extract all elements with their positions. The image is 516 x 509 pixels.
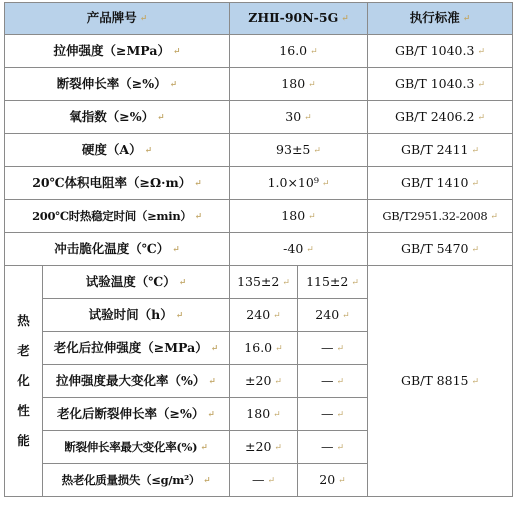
aging-row-label: 试验时间（h） ↵ <box>43 299 230 332</box>
row-value: 93±5 ↵ <box>230 134 368 167</box>
table-row <box>5 101 513 134</box>
table-row <box>5 68 513 101</box>
aging-row-label: 热老化质量损失（≤g/m²） ↵ <box>43 464 230 497</box>
aging-row-label: 断裂伸长率最大变化率(%) ↵ <box>43 431 230 464</box>
row-standard: GB/T 1410 ↵ <box>368 167 513 200</box>
aging-value-1: 240 ↵ <box>230 299 298 332</box>
aging-row-label: 老化后断裂伸长率（≥%） ↵ <box>43 398 230 431</box>
row-value: 180 ↵ <box>230 200 368 233</box>
aging-value-2: 115±2 ↵ <box>298 266 368 299</box>
row-label: 断裂伸长率（≥%） ↵ <box>5 68 230 101</box>
header-grade: ZHⅡ-90N-5G ↵ <box>230 3 368 35</box>
aging-value-1: 16.0 ↵ <box>230 332 298 365</box>
aging-value-1: — ↵ <box>230 464 298 497</box>
row-value: -40 ↵ <box>230 233 368 266</box>
aging-value-2: — ↵ <box>298 431 368 464</box>
aging-value-2: — ↵ <box>298 398 368 431</box>
aging-standard: GB/T 8815 ↵ <box>368 266 513 497</box>
row-standard: GB/T 1040.3 ↵ <box>368 35 513 68</box>
table-row <box>5 167 513 200</box>
aging-value-1: 180 ↵ <box>230 398 298 431</box>
row-value: 180 ↵ <box>230 68 368 101</box>
table-row <box>5 134 513 167</box>
row-value: 16.0 ↵ <box>230 35 368 68</box>
aging-value-2: 20 ↵ <box>298 464 368 497</box>
table-row <box>5 200 513 233</box>
aging-value-2: — ↵ <box>298 332 368 365</box>
header-product: 产品牌号 ↵ <box>5 3 230 35</box>
row-label: 冲击脆化温度（℃） ↵ <box>5 233 230 266</box>
header-standard: 执行标准 ↵ <box>368 3 513 35</box>
row-standard: GB/T2951.32-2008 ↵ <box>368 200 513 233</box>
row-value: 30 ↵ <box>230 101 368 134</box>
aging-row-label: 老化后拉伸强度（≥MPa） ↵ <box>43 332 230 365</box>
aging-row-label: 拉伸强度最大变化率（%） ↵ <box>43 365 230 398</box>
aging-row-label: 试验温度（℃） ↵ <box>43 266 230 299</box>
table-header-row <box>5 3 513 35</box>
row-label: 200℃时热稳定时间（≥min） ↵ <box>5 200 230 233</box>
aging-value-2: 240 ↵ <box>298 299 368 332</box>
table-row <box>5 233 513 266</box>
row-label: 20℃体积电阻率（≥Ω·m） ↵ <box>5 167 230 200</box>
row-standard: GB/T 2406.2 ↵ <box>368 101 513 134</box>
row-label: 拉伸强度（≥MPa） ↵ <box>5 35 230 68</box>
row-label: 硬度（A） ↵ <box>5 134 230 167</box>
aging-group-label: 热 老 化 性 能 <box>5 266 43 497</box>
row-value: 1.0×10⁹ ↵ <box>230 167 368 200</box>
aging-value-2: — ↵ <box>298 365 368 398</box>
product-spec-table <box>4 2 513 497</box>
row-standard: GB/T 1040.3 ↵ <box>368 68 513 101</box>
row-standard: GB/T 2411 ↵ <box>368 134 513 167</box>
aging-value-1: 135±2 ↵ <box>230 266 298 299</box>
aging-value-1: ±20 ↵ <box>230 365 298 398</box>
aging-value-1: ±20 ↵ <box>230 431 298 464</box>
row-label: 氧指数（≥%） ↵ <box>5 101 230 134</box>
row-standard: GB/T 5470 ↵ <box>368 233 513 266</box>
table-row <box>5 266 513 299</box>
table-row <box>5 35 513 68</box>
